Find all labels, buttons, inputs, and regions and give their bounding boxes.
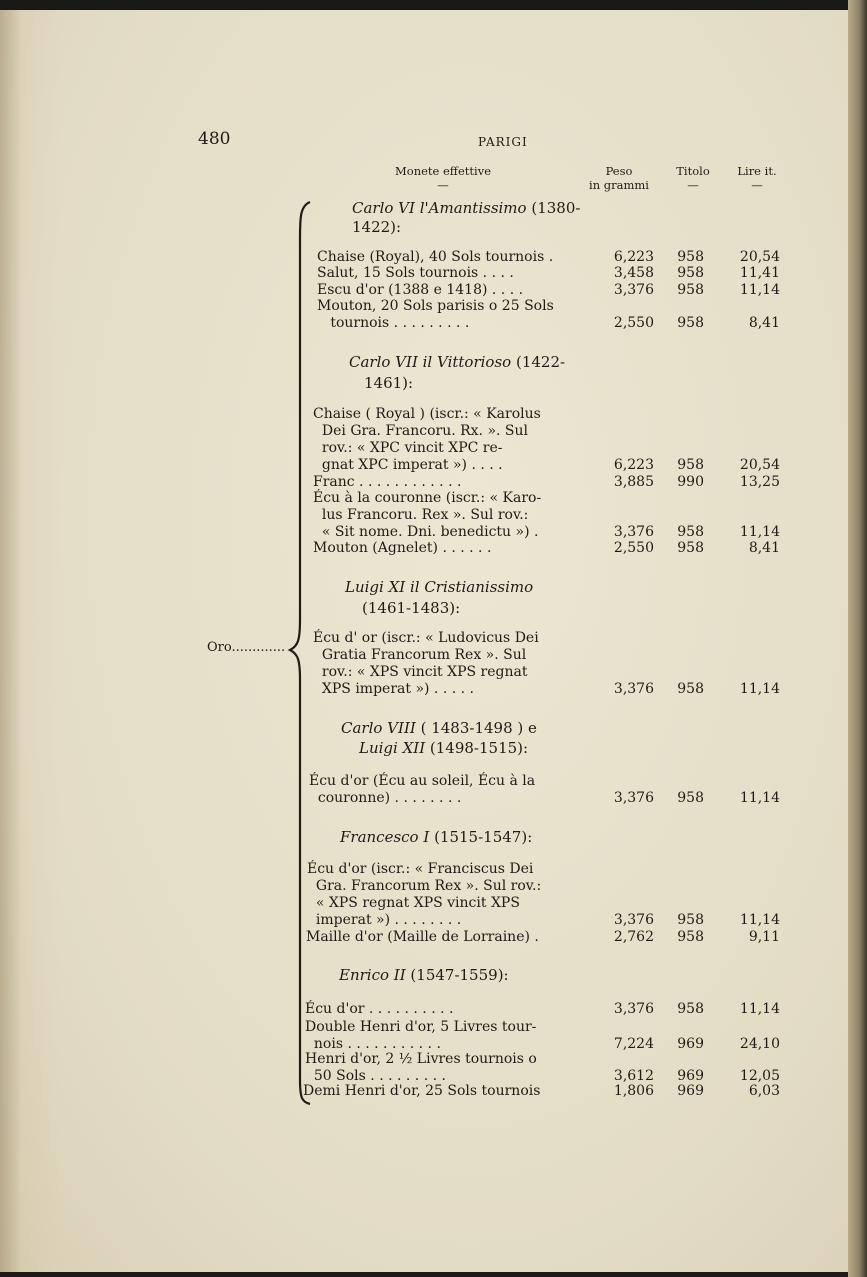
coin-description: Franc . . . . . . . . . . . . bbox=[313, 474, 462, 490]
cell-titolo: 958 bbox=[677, 524, 704, 540]
column-header-weight-line1: Peso bbox=[605, 164, 633, 178]
cell-peso: 2,762 bbox=[613, 929, 654, 945]
cell-titolo: 958 bbox=[677, 457, 704, 473]
section-ruler: Carlo VIII bbox=[341, 719, 416, 737]
coin-description: Écu d'or (Écu au soleil, Écu à la bbox=[309, 773, 536, 789]
coin-description: « Sit nome. Dni. benedictu ») . bbox=[313, 524, 539, 540]
coin-description: Dei Gra. Francoru. Rx. ». Sul bbox=[313, 423, 528, 439]
metal-label: Oro............. bbox=[207, 640, 286, 655]
coin-description: Écu d'or (iscr.: « Franciscus Dei bbox=[307, 861, 534, 877]
cell-titolo: 958 bbox=[677, 265, 704, 281]
cell-lire: 11,41 bbox=[739, 265, 780, 281]
column-header-lire bbox=[728, 164, 786, 192]
section-heading-charles-vii bbox=[349, 353, 565, 372]
cell-titolo: 958 bbox=[677, 282, 704, 298]
page-right-edge bbox=[848, 0, 867, 1277]
section-dates: ( 1483-1498 ) e bbox=[420, 719, 537, 737]
cell-lire: 24,10 bbox=[739, 1036, 780, 1052]
column-header-dash: — bbox=[687, 178, 699, 192]
section-ruler: Enrico II bbox=[339, 966, 406, 984]
cell-lire: 13,25 bbox=[739, 474, 780, 490]
column-header-weight-line2: in grammi bbox=[589, 178, 649, 192]
column-header-coin-label: Monete effettive bbox=[395, 164, 491, 178]
cell-lire: 8,41 bbox=[748, 540, 780, 556]
cell-lire: 8,41 bbox=[748, 315, 780, 331]
cell-titolo: 958 bbox=[677, 1001, 704, 1017]
section-ruler: Carlo VI l'Amantissimo bbox=[352, 199, 527, 217]
cell-lire: 6,03 bbox=[748, 1083, 780, 1099]
page-number: 480 bbox=[198, 129, 231, 149]
cell-peso: 2,550 bbox=[613, 315, 654, 331]
cell-peso: 3,885 bbox=[613, 474, 654, 490]
cell-titolo: 958 bbox=[677, 249, 704, 265]
section-heading-charles-vii-dates: 1461): bbox=[364, 374, 414, 392]
cell-lire: 20,54 bbox=[739, 249, 780, 265]
coin-description: Chaise ( Royal ) (iscr.: « Karolus bbox=[313, 406, 541, 422]
column-header-coin bbox=[378, 164, 508, 192]
cell-lire: 11,14 bbox=[739, 681, 780, 697]
section-heading-francis-i bbox=[340, 828, 532, 847]
cell-titolo: 958 bbox=[677, 790, 704, 806]
section-heading-charles-vi bbox=[352, 199, 580, 218]
coin-description: gnat XPC imperat ») . . . . bbox=[313, 457, 503, 473]
cell-titolo: 958 bbox=[677, 315, 704, 331]
cell-titolo: 958 bbox=[677, 912, 704, 928]
coin-description: Écu d' or (iscr.: « Ludovicus Dei bbox=[313, 630, 539, 646]
cell-titolo: 969 bbox=[677, 1036, 704, 1052]
section-ruler: Francesco I bbox=[340, 828, 430, 846]
coin-description: Escu d'or (1388 e 1418) . . . . bbox=[317, 282, 524, 298]
cell-lire: 11,14 bbox=[739, 524, 780, 540]
cell-peso: 7,224 bbox=[613, 1036, 654, 1052]
coin-description: Mouton, 20 Sols parisis o 25 Sols bbox=[317, 298, 554, 314]
section-heading-louis-xii bbox=[359, 739, 528, 758]
cell-lire: 12,05 bbox=[739, 1068, 780, 1084]
section-heading-charles-vi-dates: 1422): bbox=[352, 218, 402, 236]
cell-peso: 3,376 bbox=[613, 681, 654, 697]
section-heading-henry-ii bbox=[339, 966, 509, 985]
cell-titolo: 969 bbox=[677, 1083, 704, 1099]
coin-description: Gra. Francorum Rex ». Sul rov.: bbox=[307, 878, 542, 894]
cell-lire: 11,14 bbox=[739, 1001, 780, 1017]
cell-titolo: 958 bbox=[677, 681, 704, 697]
cell-peso: 3,376 bbox=[613, 282, 654, 298]
coin-description: Chaise (Royal), 40 Sols tournois . bbox=[317, 249, 554, 265]
coin-description: 50 Sols . . . . . . . . . bbox=[305, 1068, 446, 1084]
cell-peso: 3,458 bbox=[613, 265, 654, 281]
section-ruler: Luigi XI il Cristianissimo bbox=[345, 578, 534, 596]
coin-description: couronne) . . . . . . . . bbox=[309, 790, 462, 806]
coin-description: Mouton (Agnelet) . . . . . . bbox=[313, 540, 492, 556]
coin-description: Double Henri d'or, 5 Livres tour- bbox=[305, 1019, 537, 1035]
section-dates: (1422- bbox=[515, 353, 566, 371]
coin-description: Demi Henri d'or, 25 Sols tournois bbox=[303, 1083, 541, 1099]
cell-peso: 3,612 bbox=[613, 1068, 654, 1084]
coin-description: Salut, 15 Sols tournois . . . . bbox=[317, 265, 514, 281]
cell-peso: 1,806 bbox=[613, 1083, 654, 1099]
column-header-weight bbox=[580, 164, 658, 192]
cell-peso: 6,223 bbox=[613, 249, 654, 265]
cell-titolo: 958 bbox=[677, 540, 704, 556]
coin-description: nois . . . . . . . . . . . bbox=[305, 1036, 441, 1052]
coin-description: Écu à la couronne (iscr.: « Karo- bbox=[313, 490, 542, 506]
section-dates: (1547-1559): bbox=[410, 966, 509, 984]
cell-lire: 9,11 bbox=[748, 929, 780, 945]
cell-lire: 11,14 bbox=[739, 282, 780, 298]
coin-description: Gratia Francorum Rex ». Sul bbox=[313, 647, 527, 663]
cell-lire: 20,54 bbox=[739, 457, 780, 473]
section-heading-louis-xi-dates: (1461-1483): bbox=[362, 599, 461, 617]
column-header-dash: — bbox=[437, 178, 449, 192]
cell-peso: 3,376 bbox=[613, 912, 654, 928]
cell-peso: 6,223 bbox=[613, 457, 654, 473]
section-heading-charles-viii bbox=[341, 719, 537, 738]
column-header-title bbox=[668, 164, 718, 192]
section-dates: (1515-1547): bbox=[434, 828, 533, 846]
coin-description: Maille d'or (Maille de Lorraine) . bbox=[306, 929, 539, 945]
curly-brace bbox=[286, 200, 316, 1105]
cell-peso: 3,376 bbox=[613, 1001, 654, 1017]
section-dates: (1498-1515): bbox=[429, 739, 529, 757]
column-header-title-label: Titolo bbox=[676, 164, 710, 178]
coin-description: Henri d'or, 2 ½ Livres tournois o bbox=[305, 1051, 537, 1067]
section-ruler: Carlo VII il Vittorioso bbox=[349, 353, 512, 371]
running-head: PARIGI bbox=[478, 135, 528, 149]
coin-description: tournois . . . . . . . . . bbox=[317, 315, 470, 331]
coin-description: rov.: « XPC vincit XPC re- bbox=[313, 440, 503, 456]
section-dates: (1380- bbox=[531, 199, 581, 217]
section-heading-louis-xi bbox=[345, 578, 533, 597]
coin-description: « XPS regnat XPS vincit XPS bbox=[307, 895, 520, 911]
cell-peso: 3,376 bbox=[613, 524, 654, 540]
cell-lire: 11,14 bbox=[739, 912, 780, 928]
coin-description: imperat ») . . . . . . . . bbox=[307, 912, 462, 928]
cell-peso: 2,550 bbox=[613, 540, 654, 556]
column-header-dash: — bbox=[751, 178, 763, 192]
cell-titolo: 969 bbox=[677, 1068, 704, 1084]
cell-titolo: 958 bbox=[677, 929, 704, 945]
cell-titolo: 990 bbox=[677, 474, 704, 490]
coin-description: rov.: « XPS vincit XPS regnat bbox=[313, 664, 528, 680]
cell-peso: 3,376 bbox=[613, 790, 654, 806]
section-ruler: Luigi XII bbox=[359, 739, 426, 757]
cell-lire: 11,14 bbox=[739, 790, 780, 806]
coin-description: Écu d'or . . . . . . . . . . bbox=[305, 1001, 454, 1017]
column-header-lire-label: Lire it. bbox=[737, 164, 777, 178]
coin-description: XPS imperat ») . . . . . bbox=[313, 681, 474, 697]
coin-description: lus Francoru. Rex ». Sul rov.: bbox=[313, 507, 529, 523]
